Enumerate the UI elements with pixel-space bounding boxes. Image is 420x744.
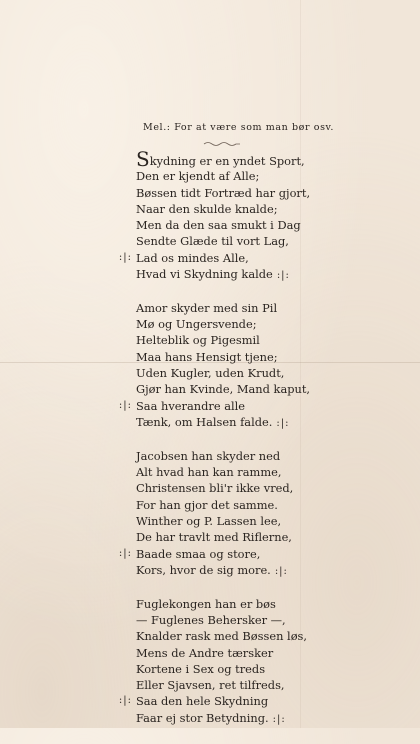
- poem-line: [112, 266, 392, 282]
- line-text: Hvad vi Skydning kalde: [136, 267, 273, 282]
- line-text: Saa den hele Skydning: [136, 694, 269, 709]
- line-text: Lad os mindes Alle,: [136, 250, 249, 265]
- line-text: kydning er en yndet Sport,: [149, 154, 305, 168]
- poem-line: [112, 185, 392, 201]
- poem-line: [112, 300, 392, 316]
- line-text: Kors, hvor de sig more.: [136, 562, 271, 577]
- poem-line: [112, 513, 392, 529]
- line-text: Bøssen tidt Fortræd har gjort,: [136, 185, 311, 200]
- poem-line: [112, 612, 392, 628]
- poem-line: [112, 529, 392, 545]
- line-text: Eller Sjavsen, ret tilfreds,: [136, 678, 285, 693]
- line-text: Tænk, om Halsen falde.: [136, 414, 273, 429]
- repeat-sign: :|:: [118, 547, 132, 559]
- poem-line: [112, 398, 392, 414]
- line-text: Knalder rask med Bøssen løs,: [136, 629, 308, 644]
- line-text: Mens de Andre tærsker: [136, 645, 274, 660]
- poem-line: [112, 480, 392, 496]
- repeat-end-sign: :|:: [276, 270, 290, 282]
- poem-line: [112, 316, 392, 332]
- poem-line: [112, 365, 392, 381]
- line-text: Jacobsen han skyder ned: [136, 448, 281, 463]
- line-text: Helteblik og Pigesmil: [136, 333, 260, 348]
- poem-line: [112, 217, 392, 233]
- line-text: Gjør han Kvinde, Mand kaput,: [136, 382, 311, 397]
- line-text: — Fuglenes Behersker —,: [136, 612, 286, 627]
- line-text: Alt hvad han kan ramme,: [136, 465, 282, 480]
- poem-line: [112, 250, 392, 266]
- line-text: Den er kjendt af Alle;: [136, 169, 260, 184]
- line-text: De har travlt med Riflerne,: [136, 530, 292, 545]
- poem-line: [112, 677, 392, 693]
- line-text: Sendte Glæde til vort Lag,: [136, 234, 289, 249]
- line-text: Baade smaa og store,: [136, 546, 261, 561]
- line-text: For han gjor det samme.: [136, 497, 278, 512]
- repeat-end-sign: :|:: [274, 565, 288, 577]
- poem-line: [112, 661, 392, 677]
- line-text: Mø og Ungersvende;: [136, 317, 257, 332]
- line-text: Winther og P. Lassen lee,: [136, 513, 282, 528]
- repeat-sign: :|:: [118, 695, 132, 707]
- repeat-sign: :|:: [118, 251, 132, 263]
- line-text: Saa hverandre alle: [136, 398, 246, 413]
- poem-line: [112, 464, 392, 480]
- poem-line: [112, 168, 392, 184]
- poem-line: [112, 349, 392, 365]
- initial-letter: S: [136, 147, 150, 171]
- poem-line: [112, 381, 392, 397]
- line-text: Kortene i Sex og treds: [136, 661, 266, 676]
- poem-line: [112, 201, 392, 217]
- line-text: Uden Kugler, uden Krudt,: [136, 366, 285, 381]
- line-text: Fuglekongen han er bøs: [136, 596, 276, 611]
- stanza: [112, 448, 392, 578]
- line-text: Naar den skulde knalde;: [136, 201, 278, 216]
- melody-heading: Mel.: For at være som man bør osv.: [143, 122, 335, 133]
- poem-line: [112, 562, 392, 578]
- poem-line: [112, 332, 392, 348]
- stanza: [112, 300, 392, 430]
- poem: [112, 147, 392, 744]
- repeat-end-sign: :|:: [276, 417, 290, 429]
- poem-line: [112, 147, 392, 171]
- repeat-end-sign: :|:: [272, 713, 286, 725]
- line-text: Faar ej stor Betydning.: [136, 710, 269, 725]
- poem-line: [112, 596, 392, 612]
- poem-line: [112, 414, 392, 430]
- repeat-sign: :|:: [118, 399, 132, 411]
- poem-line: [112, 645, 392, 661]
- stanza: [112, 147, 392, 282]
- poem-line: [112, 233, 392, 249]
- poem-line: [112, 628, 392, 644]
- poem-line: [112, 546, 392, 562]
- line-text: Maa hans Hensigt tjene;: [136, 349, 278, 364]
- line-text: Christensen bli'r ikke vred,: [136, 481, 294, 496]
- ornament-flourish: [202, 140, 242, 148]
- poem-line: [112, 710, 392, 726]
- poem-line: [112, 693, 392, 709]
- poem-line: [112, 497, 392, 513]
- stanza: [112, 596, 392, 726]
- line-text: Men da den saa smukt i Dag: [136, 218, 301, 233]
- poem-line: [112, 448, 392, 464]
- line-text: Amor skyder med sin Pil: [136, 300, 278, 315]
